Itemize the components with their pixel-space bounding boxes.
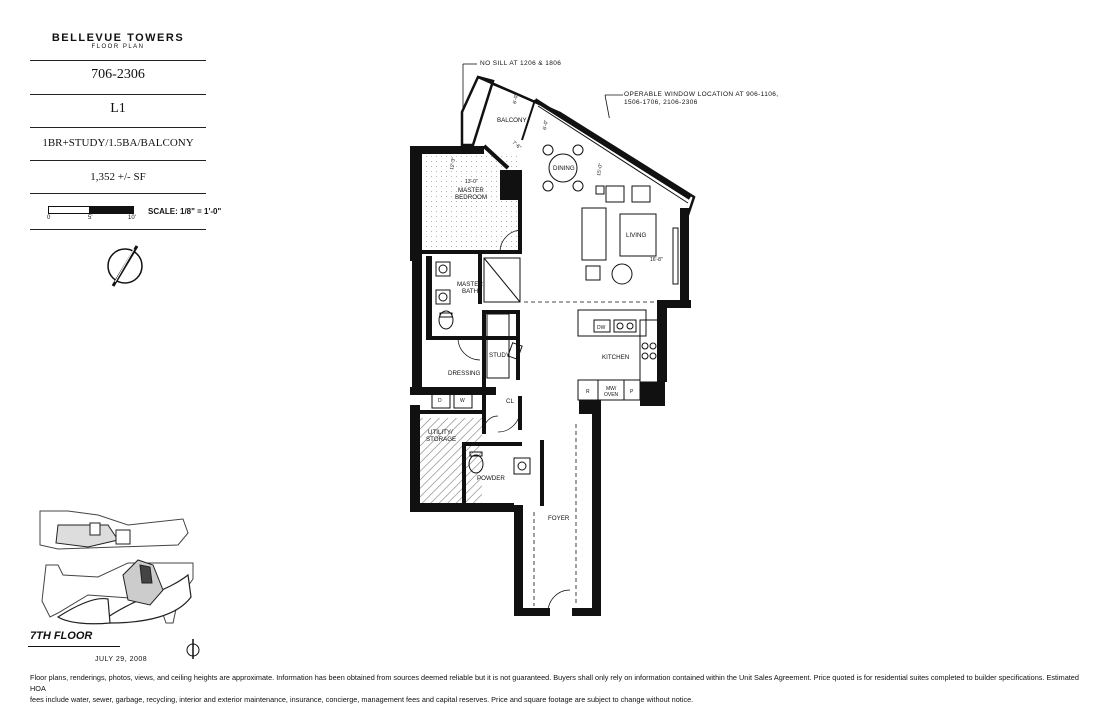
room-label-kitchen: KITCHEN [602,354,630,361]
dim-balcony-width: 6'-0" [512,93,520,105]
room-label-powder: POWDER [477,475,505,482]
dim-study: 8'-3" [516,332,522,342]
operable-window-note-2: 1506-1706, 2106-2306 [624,99,698,106]
fixture-microwave: MW/ [606,386,617,392]
operable-window-note: OPERABLE WINDOW LOCATION AT 906-1106, [624,91,779,98]
fixture-refrigerator: R [586,389,590,395]
floor-plan [400,60,710,620]
room-label-dining: DINING [553,165,575,172]
divider [30,60,206,61]
scale-label: SCALE: 1/8" = 1'-0" [148,207,222,216]
key-plan-north-icon [186,638,200,660]
window-wall [535,100,690,198]
plan-date: JULY 29, 2008 [95,656,148,663]
floor-label-underline [28,646,120,647]
scale-bar [48,206,134,214]
north-arrow-icon [103,241,147,291]
divider [30,193,206,194]
divider [30,160,206,161]
dim-bedroom-width: 13'-0" [465,179,478,185]
fixture-pantry: P [630,389,634,395]
room-label-dressing: DRESSING [448,370,481,377]
room-label-master-bath-2: BATH [462,288,479,295]
disclaimer-line-1: Floor plans, renderings, photos, views, and ceiling heights are approximate. Information has been obtained from sources deemed reliable but it is not guaranteed. Buyers shall only rely on information contained within the Unit Sales Agreement. Price quoted is for residential suites completed to builder specifications. Estimated HOA [30,673,1079,693]
room-label-utility: UTILITY/ [428,429,453,436]
dim-balcony-depth: 7'-6" [510,139,523,151]
room-label-master-bedroom-2: BEDROOM [455,194,487,201]
building-title: BELLEVUE TOWERS [51,32,185,44]
room-label-study: STUDY [489,352,510,359]
divider [30,229,206,230]
dim-dining: 15'-0" [596,162,605,177]
key-plan-floor-label: 7TH FLOOR [30,630,93,642]
room-label-master-bedroom: MASTER [458,187,484,194]
dim-bedroom-height: 12'-3" [449,156,458,171]
fixture-oven: OVEN [604,392,619,398]
dim-living-width: 16'-8" [650,257,663,263]
scale-tick: 10' [128,215,136,221]
room-label-utility-2: STORAGE [426,436,457,443]
fixture-washer: W [460,398,465,404]
room-label-master-bath: MASTER [457,281,483,288]
balcony-edge [462,77,493,145]
fixture-dishwasher: DW [597,325,606,331]
room-label-balcony: BALCONY [497,117,527,124]
key-plan [28,505,198,630]
no-sill-note: NO SILL AT 1206 & 1806 [480,60,562,67]
unit-area: 1,352 +/- SF [90,171,146,183]
unit-number: 706-2306 [91,67,145,82]
unit-type: 1BR+STUDY/1.5BA/BALCONY [42,137,194,149]
fixture-dryer: D [438,398,442,404]
disclaimer-line-2: fees include water, sewer, garbage, recycling, interior and exterior maintenance, insurance, concierge, management fees and capital reserves. Price and square footage are subject to change without notice. [30,695,694,704]
room-label-foyer: FOYER [548,515,570,522]
room-label-closet: CL [506,398,514,405]
plan-code: L1 [110,101,126,116]
scale-tick: 0 [47,215,51,221]
divider [30,94,206,95]
divider [30,127,206,128]
room-label-living: LIVING [626,232,647,239]
disclaimer [30,672,1090,705]
study-desk [487,314,509,378]
dim-balcony-depth-2: 6'-0" [542,119,550,131]
scale-tick: 5' [88,215,93,221]
floor-plan-subtitle: FLOOR PLAN [91,44,145,50]
